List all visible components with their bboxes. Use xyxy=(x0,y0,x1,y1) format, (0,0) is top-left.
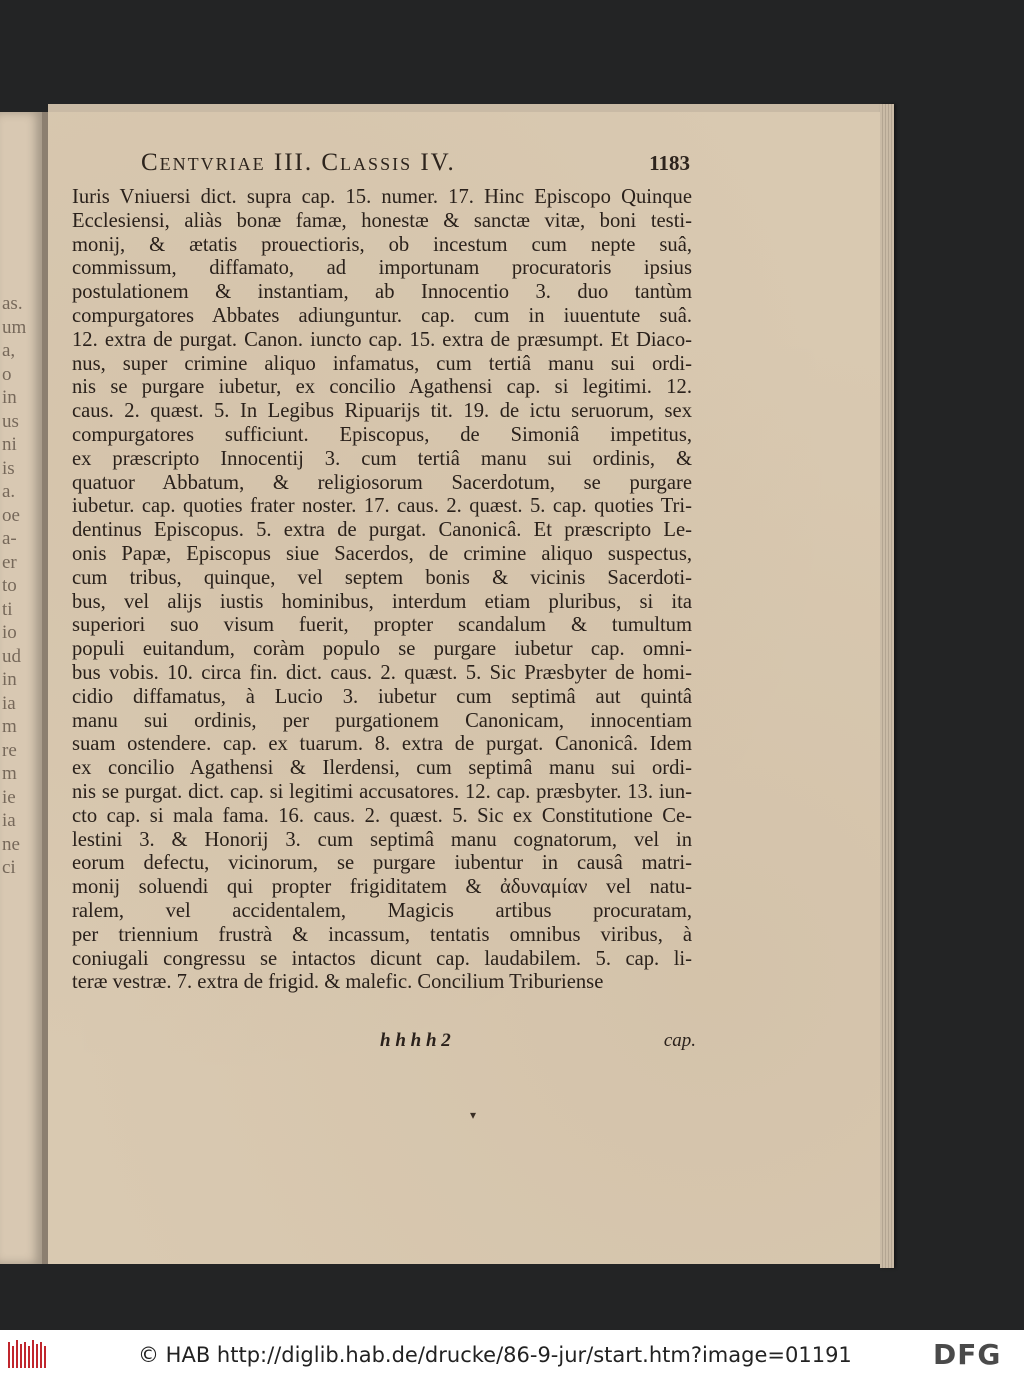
text-line: cum tribus, quinque, vel septem bonis & vicinis Sacerdoti- xyxy=(72,566,692,589)
text-line: ex præscripto Innocentij 3. cum tertiâ manu sui ordinis, & xyxy=(72,447,692,470)
text-line: iubetur. cap. quoties frater noster. 17. caus. 2. quæst. 5. cap. quoties Tri- xyxy=(72,495,692,518)
text-line: per triennium frustrà & incassum, tentatis omnibus viribus, à xyxy=(72,923,692,946)
facing-text-fragment: ie xyxy=(2,786,16,808)
text-line: Ecclesiensi, aliàs bonæ famæ, honestæ & sanctæ vitæ, boni testi- xyxy=(72,209,692,232)
text-line: quatuor Abbatum, & religiosorum Sacerdotum, se purgare xyxy=(72,471,692,494)
text-line: populi euitandum, coràm populo se purgare iubetur cap. omni- xyxy=(72,638,692,661)
text-line: bus vobis. 10. circa fin. dict. caus. 2. quæst. 5. Sic Præsbyter de homi- xyxy=(72,661,692,684)
text-line: compurgatores sufficiunt. Episcopus, de Simoniâ impetitus, xyxy=(72,423,692,446)
facing-text-fragment: ti xyxy=(2,598,13,620)
copyright-link[interactable]: © HAB http://diglib.hab.de/drucke/86-9-jur/start.htm?image=01191 xyxy=(138,1343,852,1367)
text-line: ex concilio Agathensi & Ilerdensi, cum septimâ manu sui ordi- xyxy=(72,757,692,780)
facing-text-fragment: in xyxy=(2,669,17,690)
text-line: suam ostendere. cap. ex tuarum. 8. extra de purgat. Canonicâ. Idem xyxy=(72,733,692,756)
text-line: postulationem & instantiam, ab Innocentio 3. duo tantùm xyxy=(72,281,692,304)
text-line: nis se purgat. dict. cap. si legitimi accusatores. 12. cap. præsbyter. 13. iun- xyxy=(72,780,692,803)
text-line: compurgatores Abbates adiunguntur. cap. cum in iuuentute suâ. xyxy=(72,304,692,327)
facing-text-fragment: ci xyxy=(2,857,16,878)
text-line: nus, super crimine aliquo infamatus, cum tertiâ manu sui ordi- xyxy=(72,352,692,375)
text-line: superiori suo visum fuerit, propter scandalum & tumultum xyxy=(72,614,692,637)
facing-text-fragment: um xyxy=(2,316,27,338)
facing-text-fragment: as. xyxy=(2,293,23,314)
facing-text-fragment: a, xyxy=(2,340,16,361)
facing-text-fragment: ni xyxy=(2,434,17,455)
text-line: caus. 2. quæst. 5. In Legibus Ripuarijs tit. 19. de ictu seruorum, sex xyxy=(72,400,692,423)
dfg-logo: DFG xyxy=(933,1338,1002,1371)
text-line: coniugali congressu se intactos dicunt cap. laudabilem. 5. cap. li- xyxy=(72,947,692,970)
facing-text-fragment: m xyxy=(2,716,17,737)
running-head: Centvriae III. Classis IV. xyxy=(141,149,456,176)
facing-text-fragment: o xyxy=(2,363,12,385)
text-line: monij soluendi qui propter frigiditatem & ἀδυναμίαν vel natu- xyxy=(72,876,692,899)
page-number: 1183 xyxy=(649,151,690,175)
page-stack-edge xyxy=(880,104,894,1268)
text-line: eorum defectu, vicinorum, se purgare iubentur in causâ matri- xyxy=(72,852,692,875)
facing-text-fragment: re xyxy=(2,739,17,761)
text-line: monij, & ætatis prouectioris, ob incestum cum nepte suâ, xyxy=(72,233,692,256)
facing-text-fragment: ia xyxy=(2,810,16,831)
text-line: teræ vestræ. 7. extra de frigid. & malefic. Concilium Triburiense xyxy=(72,971,604,994)
text-line: nis se purgare iubetur, ex concilio Agathensi cap. si legitimi. 12. xyxy=(72,376,692,399)
text-line: cidio diffamatus, à Lucio 3. iubetur cum septimâ aut quintâ xyxy=(72,685,692,708)
catchword: cap. xyxy=(663,1030,696,1051)
facing-text-fragment: in xyxy=(2,387,17,408)
text-line: commissum, diffamato, ad importunam procuratoris ipsius xyxy=(72,257,692,280)
facing-text-fragment: ne xyxy=(2,833,20,855)
facing-text-fragment: er xyxy=(2,551,17,573)
facing-text-fragment: ud xyxy=(2,645,21,667)
facing-text-fragment: a- xyxy=(2,528,17,549)
text-line: lestini 3. & Honorij 3. cum septimâ manu cognatorum, vel in xyxy=(72,828,692,851)
facing-text-fragment: a. xyxy=(2,481,16,502)
facing-page-text xyxy=(2,292,38,880)
text-line: manu sui ordinis, per purgationem Canonicam, innocentiam xyxy=(72,709,692,732)
facing-text-fragment: oe xyxy=(2,504,20,526)
text-line: ralem, vel accidentalem, Magicis artibus procuratam, xyxy=(72,899,692,922)
text-line: onis Papæ, Episcopus siue Sacerdos, de crimine aliquo suspectus, xyxy=(72,542,692,565)
facing-text-fragment: ia xyxy=(2,692,16,714)
facing-text-fragment: is xyxy=(2,457,15,479)
signature-mark: h h h h 2 xyxy=(380,1030,451,1051)
text-line: Iuris Vniuersi dict. supra cap. 15. numer. 17. Hinc Episcopo Quinque xyxy=(72,186,692,208)
facing-text-fragment: io xyxy=(2,622,17,643)
text-line: cto cap. si mala fama. 16. caus. 2. quæst. 5. Sic ex Constitutione Ce- xyxy=(72,804,692,827)
footer-bar xyxy=(0,1330,1024,1378)
hab-barcode-icon xyxy=(8,1340,48,1370)
ink-mark: ▾ xyxy=(470,1108,477,1122)
facing-text-fragment: us xyxy=(2,410,19,432)
text-line: dentinus Episcopus. 5. extra de purgat. Canonicâ. Et præscripto Le- xyxy=(72,519,692,542)
facing-text-fragment: to xyxy=(2,575,17,596)
facing-text-fragment: m xyxy=(2,763,17,784)
facing-page xyxy=(0,112,42,1264)
text-line: 12. extra de purgat. Canon. iuncto cap. 15. extra de præsumpt. Et Diaco- xyxy=(72,328,692,351)
page-stack-top xyxy=(48,104,894,112)
text-line: bus, vel alijs iustis hominibus, interdum etiam pluribus, si ita xyxy=(72,590,692,613)
body-text xyxy=(72,186,692,995)
